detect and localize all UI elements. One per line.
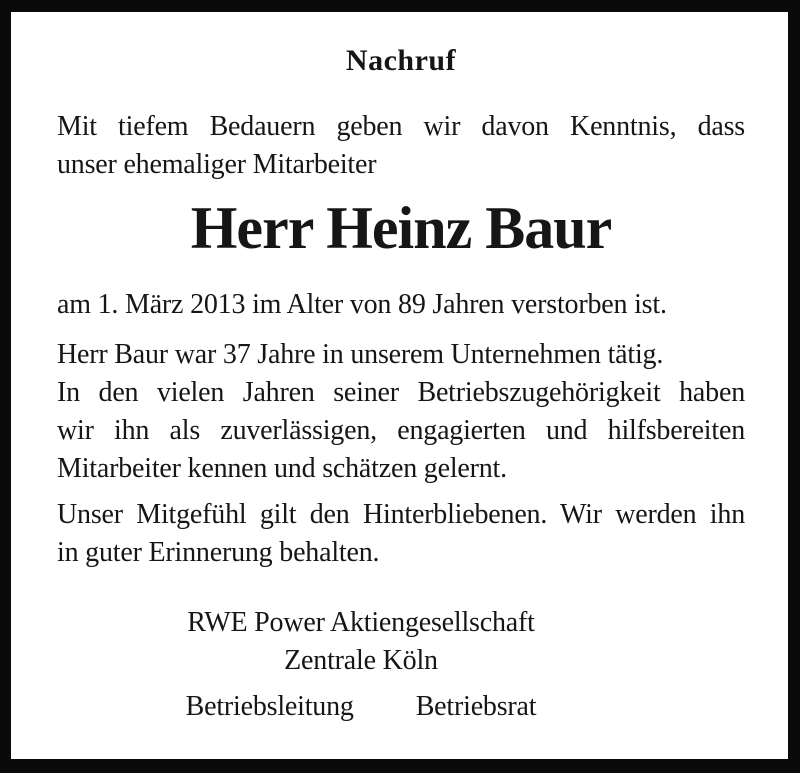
deceased-name: Herr Heinz Baur [190, 195, 612, 261]
death-date-line: am 1. März 2013 im Alter von 89 Jahren verstorben ist. [57, 289, 667, 320]
signatories-row [57, 688, 665, 726]
condolence-line-2: in guter Erinnerung behalten. [57, 537, 380, 568]
tribute-line-2: wir ihn als zuverlässigen, engagierten und hilfsbereiten [57, 415, 745, 446]
tribute-line-3: Mitarbeiter kennen und schätzen gelernt. [57, 453, 507, 484]
signature-block [57, 604, 665, 726]
tribute-line-1: In den vielen Jahren seiner Betriebszugehörigkeit haben [57, 377, 745, 408]
intro-line-2: unser ehemaliger Mitarbeiter [57, 149, 377, 180]
company-location: Zentrale Köln [284, 645, 438, 676]
years-of-service-line: Herr Baur war 37 Jahre in unserem Unternehmen tätig. [57, 339, 664, 370]
tribute-paragraph [57, 374, 745, 488]
notice-title: Nachruf [345, 44, 457, 77]
company-name: RWE Power Aktiengesellschaft [187, 607, 535, 638]
condolence-line-1: Unser Mitgefühl gilt den Hinterbliebenen. Wir werden ihn [57, 499, 745, 530]
signatory-betriebsrat: Betriebsrat [415, 691, 537, 722]
condolence-paragraph [57, 496, 745, 572]
intro-line-1: Mit tiefem Bedauern geben wir davon Kenntnis, dass [57, 111, 745, 142]
intro-paragraph [57, 108, 745, 184]
signatory-betriebsleitung: Betriebsleitung [185, 691, 354, 722]
